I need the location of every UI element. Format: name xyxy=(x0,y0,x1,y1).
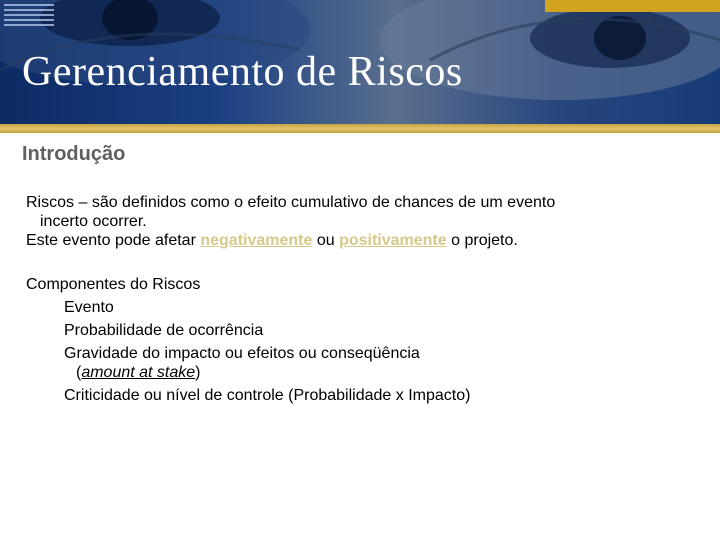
effect-end: o projeto. xyxy=(446,232,518,249)
list-item-text: Gravidade do impacto ou efeitos ou conseqüência xyxy=(64,345,420,362)
effect-mid: ou xyxy=(312,232,340,249)
list-item: Evento xyxy=(64,299,114,316)
list-subitem xyxy=(64,363,686,382)
list-item: Probabilidade de ocorrência xyxy=(64,322,264,339)
risk-definition xyxy=(26,193,686,212)
definition-end: ocorrer. xyxy=(88,213,147,230)
gold-divider xyxy=(0,124,720,133)
slide-title: Gerenciamento de Riscos xyxy=(22,49,463,95)
definition-text: são definidos como o efeito cumulativo de chances de um xyxy=(91,194,508,211)
highlight-positivamente: positivamente xyxy=(339,232,447,249)
banner-gold-tab xyxy=(545,0,720,12)
event-effect xyxy=(26,231,686,250)
slide-body xyxy=(26,193,686,409)
list-item: Criticidade ou nível de controle (Probabilidade x Impacto) xyxy=(64,387,471,404)
spacer xyxy=(26,250,686,275)
term-riscos: Riscos xyxy=(26,194,75,211)
list-item xyxy=(64,344,686,363)
effect-text: Este evento pode afetar xyxy=(26,232,201,249)
components-list xyxy=(64,298,686,405)
term-evento: evento xyxy=(507,194,556,211)
paren-close: ) xyxy=(195,364,201,381)
banner-decoration-lines xyxy=(4,4,54,26)
dash: – xyxy=(74,194,92,211)
term-incerto: incerto xyxy=(40,213,89,230)
paren-open: ( xyxy=(76,364,82,381)
highlight-negativamente: negativamente xyxy=(200,232,313,249)
risk-definition-cont xyxy=(26,212,686,231)
slide-subtitle: Introdução xyxy=(22,143,126,165)
components-heading: Componentes do Riscos xyxy=(26,276,201,293)
amount-at-stake: amount at stake xyxy=(81,364,196,381)
header-banner xyxy=(0,0,720,124)
